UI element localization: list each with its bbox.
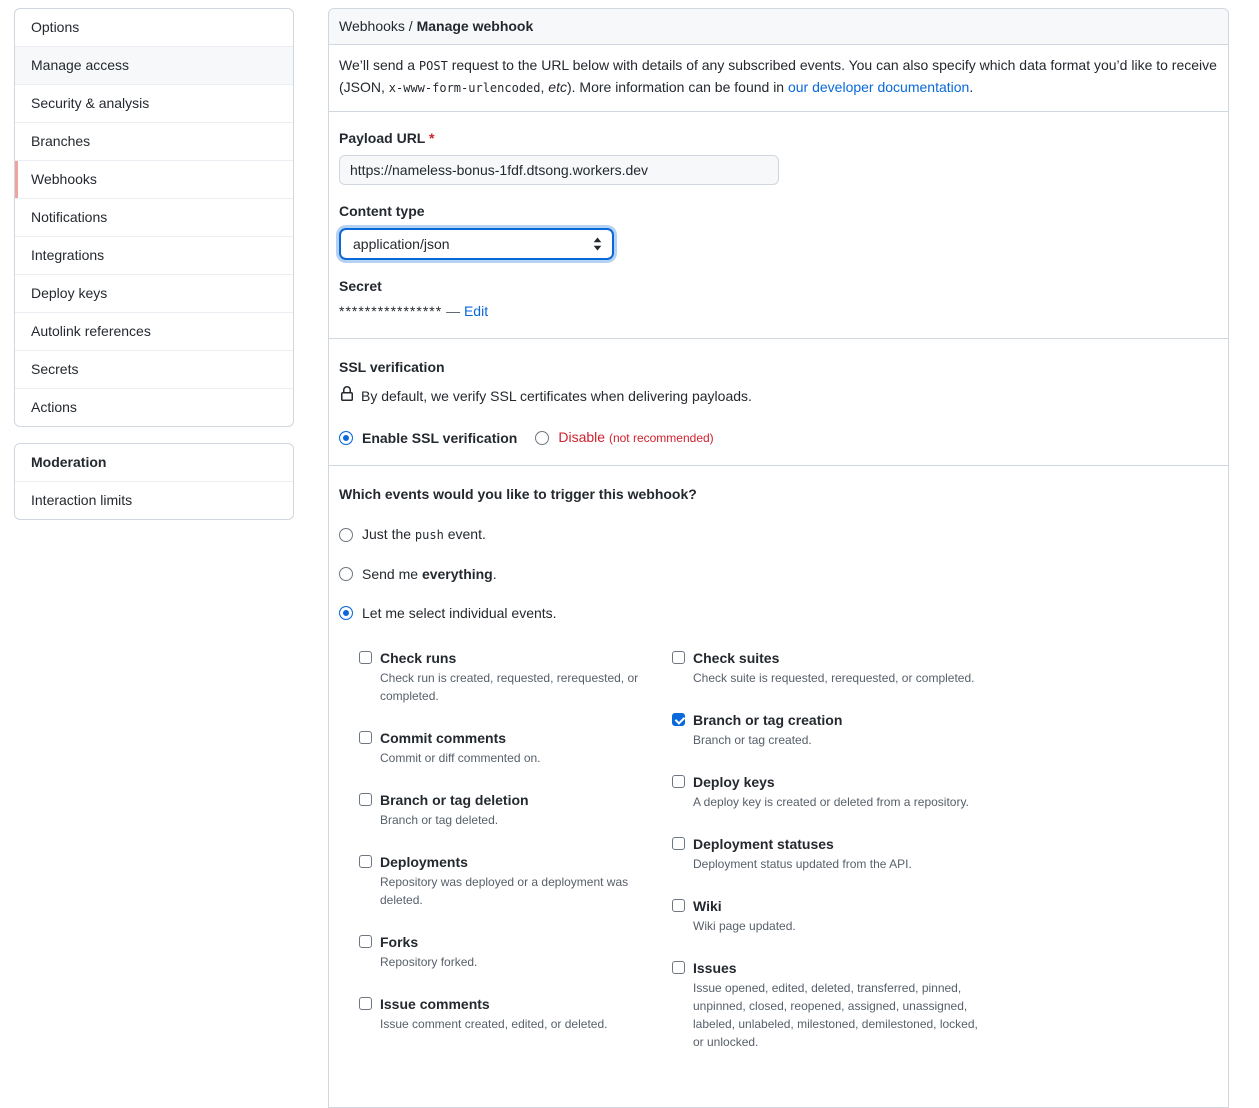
radio-button[interactable] xyxy=(535,431,549,445)
event-item-body xyxy=(380,648,672,705)
required-asterisk: * xyxy=(429,130,435,146)
content-type-select[interactable] xyxy=(339,228,614,260)
event-item-description: Issue comment created, edited, or deleted. xyxy=(380,1017,608,1031)
ssl-option-note: (not recommended) xyxy=(608,431,714,445)
ssl-verification-section xyxy=(329,339,1228,466)
event-item-description: Repository was deployed or a deployment was deleted. xyxy=(380,875,629,907)
event-item-body xyxy=(693,648,974,687)
text-segment: Let me select individual events. xyxy=(362,605,557,621)
text-segment: ). More information can be found in xyxy=(566,79,788,95)
sidebar-item-interaction-limits[interactable]: Interaction limits xyxy=(31,492,133,508)
checkbox-forks[interactable] xyxy=(359,935,372,948)
event-item-check-suites[interactable] xyxy=(672,648,985,687)
repo-settings-nav xyxy=(14,8,294,427)
text-segment: etc xyxy=(548,79,567,95)
checkbox-check-runs[interactable] xyxy=(359,651,372,664)
breadcrumb-current: Manage webhook xyxy=(416,18,534,34)
sidebar-item-actions[interactable]: Actions xyxy=(15,388,293,426)
event-item-label: Deploy keys xyxy=(693,774,775,790)
event-item-body xyxy=(693,772,969,811)
moderation-nav xyxy=(14,443,294,520)
sidebar-item-secrets[interactable]: Secrets xyxy=(15,350,293,388)
text-segment: x-www-form-urlencoded xyxy=(388,81,541,95)
event-item-branch-or-tag-deletion[interactable] xyxy=(359,790,672,829)
event-item-body xyxy=(380,852,672,909)
text-segment: push xyxy=(414,528,444,542)
event-scope-label xyxy=(362,525,486,544)
event-item-label: Deployment statuses xyxy=(693,836,834,852)
sidebar-item-autolink-references[interactable]: Autolink references xyxy=(15,312,293,350)
radio-button[interactable] xyxy=(339,528,353,542)
event-item-label: Check runs xyxy=(380,650,457,666)
checkbox-wiki[interactable] xyxy=(672,899,685,912)
payload-url-label: Payload URL * xyxy=(339,130,435,146)
sidebar-item-integrations[interactable]: Integrations xyxy=(15,236,293,274)
text-segment: event. xyxy=(443,526,486,542)
event-item-description: A deploy key is created or deleted from a repository. xyxy=(693,795,969,809)
text-segment: , xyxy=(540,79,549,95)
ssl-note-text: By default, we verify SSL certificates when delivering payloads. xyxy=(361,387,752,404)
event-column-left xyxy=(359,648,672,1074)
event-item-label: Issue comments xyxy=(380,996,490,1012)
text-segment: POST xyxy=(418,59,448,73)
checkbox-deployments[interactable] xyxy=(359,855,372,868)
checkbox-issues[interactable] xyxy=(672,961,685,974)
ssl-radio-group xyxy=(339,428,1218,447)
event-item-label: Check suites xyxy=(693,650,780,666)
event-item-forks[interactable] xyxy=(359,932,672,971)
event-scope-radio-group xyxy=(339,525,1218,622)
event-item-check-runs[interactable] xyxy=(359,648,672,705)
manage-webhook-panel xyxy=(328,8,1229,1108)
event-item-issue-comments[interactable] xyxy=(359,994,672,1033)
sidebar-item-deploy-keys[interactable]: Deploy keys xyxy=(15,274,293,312)
event-item-description: Deployment status updated from the API. xyxy=(693,857,912,871)
event-scope-label xyxy=(362,604,557,622)
event-item-description: Check run is created, requested, rerequested, or completed. xyxy=(380,671,639,703)
content-type-selected-value: application/json xyxy=(353,236,450,252)
ssl-note xyxy=(339,386,1218,405)
events-section xyxy=(329,466,1228,1092)
ssl-option-disable[interactable] xyxy=(535,428,713,447)
event-item-body xyxy=(380,932,477,971)
event-item-label: Wiki xyxy=(693,898,722,914)
event-item-label: Issues xyxy=(693,960,737,976)
event-item-label: Branch or tag deletion xyxy=(380,792,529,808)
secret-masked-value: **************** xyxy=(339,303,443,319)
breadcrumb-webhooks-link[interactable]: Webhooks xyxy=(339,18,405,34)
event-item-label: Branch or tag creation xyxy=(693,712,843,728)
event-item-label: Deployments xyxy=(380,854,468,870)
text-segment: . xyxy=(969,79,974,95)
secret-row xyxy=(339,303,1218,320)
ssl-option-label xyxy=(558,428,713,447)
sidebar-item-notifications[interactable]: Notifications xyxy=(15,198,293,236)
event-scope-label xyxy=(362,565,497,583)
event-checkbox-grid xyxy=(359,648,1218,1074)
sidebar-item-branches[interactable]: Branches xyxy=(15,122,293,160)
event-item-description: Wiki page updated. xyxy=(693,919,796,933)
webhook-form-section xyxy=(329,112,1228,339)
event-item-body xyxy=(693,958,985,1051)
checkbox-branch-or-tag-deletion[interactable] xyxy=(359,793,372,806)
text-segment: We’ll send a xyxy=(339,57,419,73)
content-type-label: Content type xyxy=(339,203,425,219)
radio-button[interactable] xyxy=(339,431,353,445)
breadcrumb xyxy=(329,9,1228,45)
developer-documentation-link[interactable]: our developer documentation xyxy=(787,79,970,95)
event-item-description: Branch or tag deleted. xyxy=(380,813,499,827)
moderation-nav-header: Moderation xyxy=(31,454,107,470)
checkbox-deploy-keys[interactable] xyxy=(672,775,685,788)
event-column-right xyxy=(672,648,985,1074)
checkbox-deployment-statuses[interactable] xyxy=(672,837,685,850)
events-question: Which events would you like to trigger this webhook? xyxy=(339,486,697,502)
text-segment: request to the URL below with details of any subscribed events. You can also specify which data format you’d like to receive (JSON, xyxy=(339,57,1217,95)
lock-icon xyxy=(339,386,355,405)
secret-edit-link[interactable]: Edit xyxy=(463,303,489,319)
radio-button[interactable] xyxy=(339,606,353,620)
event-scope-option-2[interactable] xyxy=(339,604,1218,622)
checkbox-issue-comments[interactable] xyxy=(359,997,372,1010)
moderation-nav-list xyxy=(15,481,293,519)
sidebar-item-webhooks[interactable]: Webhooks xyxy=(15,160,293,198)
radio-button[interactable] xyxy=(339,567,353,581)
event-item-commit-comments[interactable] xyxy=(359,728,672,767)
settings-nav-list xyxy=(15,9,293,426)
intro-text xyxy=(329,45,1228,112)
event-item-description: Commit or diff commented on. xyxy=(380,751,541,765)
event-item-body xyxy=(693,896,796,935)
event-item-label: Commit comments xyxy=(380,730,507,746)
checkbox-check-suites[interactable] xyxy=(672,651,685,664)
ssl-option-text: Disable xyxy=(558,429,606,445)
event-item-body xyxy=(380,994,607,1033)
event-item-description: Repository forked. xyxy=(380,955,478,969)
payload-url-input[interactable] xyxy=(339,155,779,185)
event-item-branch-or-tag-creation[interactable] xyxy=(672,710,985,749)
event-item-label: Forks xyxy=(380,934,419,950)
ssl-option-text: Enable SSL verification xyxy=(362,429,518,446)
event-item-description: Issue opened, edited, deleted, transferred, pinned, unpinned, closed, reopened, assigned, unassigned, labeled, unlabeled, milestoned, demilestoned, locked, or unlocked. xyxy=(693,981,978,1049)
text-segment: . xyxy=(492,566,497,582)
event-item-deploy-keys[interactable] xyxy=(672,772,985,811)
text-segment: Send me xyxy=(362,566,422,582)
event-item-issues[interactable] xyxy=(672,958,985,1051)
checkbox-commit-comments[interactable] xyxy=(359,731,372,744)
event-scope-option-0[interactable] xyxy=(339,525,1218,544)
secret-label: Secret xyxy=(339,278,382,294)
text-segment: Just the xyxy=(362,526,415,542)
event-item-body xyxy=(693,834,912,873)
event-item-deployments[interactable] xyxy=(359,852,672,909)
secret-separator: — xyxy=(446,303,461,319)
text-segment: everything xyxy=(421,566,493,582)
ssl-option-label xyxy=(362,429,517,447)
up-down-triangles-icon xyxy=(593,237,602,251)
event-item-deployment-statuses[interactable] xyxy=(672,834,985,873)
sidebar-item-options[interactable]: Options xyxy=(31,19,80,35)
event-item-wiki[interactable] xyxy=(672,896,985,935)
event-scope-option-1[interactable] xyxy=(339,565,1218,583)
event-item-description: Check suite is requested, rerequested, or completed. xyxy=(693,671,975,685)
ssl-heading: SSL verification xyxy=(339,359,445,375)
event-item-body xyxy=(693,710,842,749)
ssl-option-enable-ssl-verification[interactable] xyxy=(339,429,517,447)
event-item-body xyxy=(380,728,541,767)
settings-sidebar xyxy=(14,8,294,536)
sidebar-item-security-analysis[interactable]: Security & analysis xyxy=(15,84,293,122)
sidebar-item-manage-access[interactable]: Manage access xyxy=(15,46,293,84)
event-item-body xyxy=(380,790,529,829)
event-item-description: Branch or tag created. xyxy=(693,733,812,747)
checkbox-branch-or-tag-creation[interactable] xyxy=(672,713,685,726)
breadcrumb-separator: / xyxy=(404,18,417,34)
